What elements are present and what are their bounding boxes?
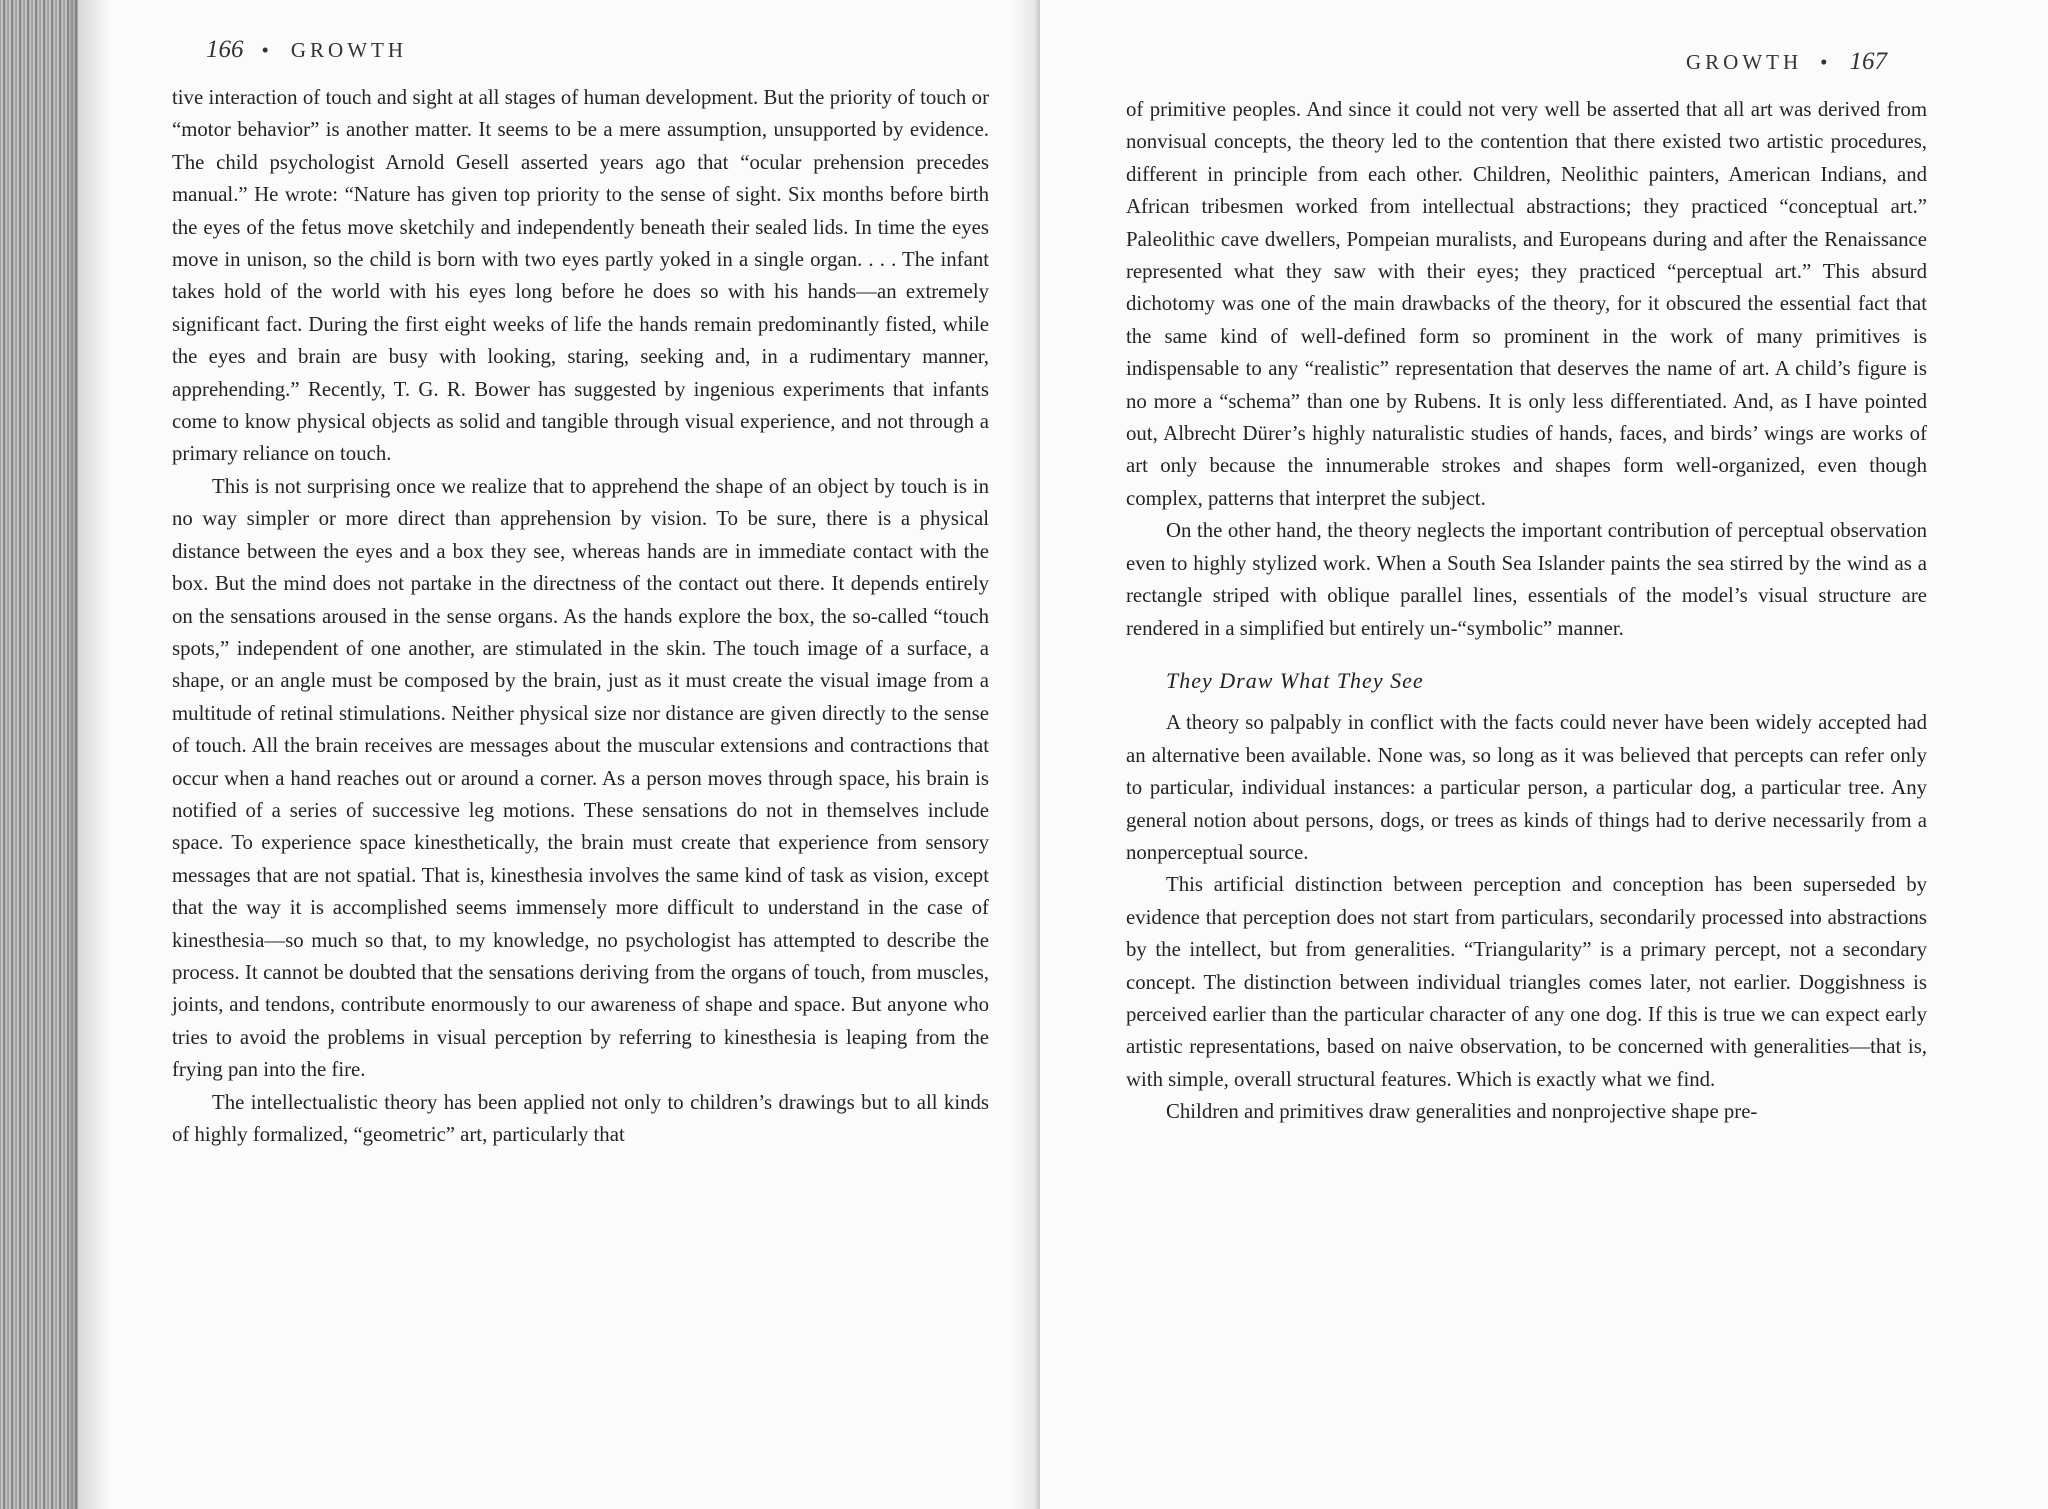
paragraph: On the other hand, the theory neglects the important contribution of perceptual observation even to highly stylized work. When a South Sea Islander paints the sea stirred by the wind as a rectangle striped with oblique parallel lines, essentials of the model’s visual structure are rendered in a simplified but entirely un-“symbolic” manner. bbox=[1126, 519, 1927, 640]
paragraph: The intellectualistic theory has been applied not only to children’s drawings but to all kinds of highly formalized, “geometric” art, particularly that bbox=[172, 1090, 989, 1146]
paragraph: This is not surprising once we realize that to apprehend the shape of an object by touch is in no way simpler or more direct than apprehension by vision. To be sure, there is a physical distance between the eyes and a box they see, whereas hands are in immediate contact with the box. But the mind does not partake in the directness of the contact out there. It depends entirely on the sensations aroused in the sense organs. As the hands explore the box, the so-called “touch spots,” independent of one another, are stimulated in the skin. The touch image of a surface, a shape, or an angle must be composed by the brain, just as it must create the visual image from a multitude of retinal stimulations. Neither physical size nor distance are given directly to the sense of touch. All the brain receives are messages about the muscular extensions and contractions that occur when a hand reaches out or around a corner. As a person moves through space, his brain is notified of a series of successive leg motions. These sensations do not in themselves include space. To experience space kinesthetically, the brain must create that experience from sensory messages that are not spatial. That is, kinesthesia involves the same kind of task as vision, except that the way it is accomplished seems immensely more difficult to understand in the case of kinesthesia—so much so that, to my knowledge, no psychologist has attempted to describe the process. It cannot be doubted that the sensations deriving from the organs of touch, from muscles, joints, and tendons, contribute enormously to our awareness of shape and space. But anyone who tries to avoid the problems in visual perception by referring to kinesthesia is leaping from the frying pan into the fire. bbox=[172, 474, 989, 1082]
section-heading: They Draw What They See bbox=[1166, 667, 1424, 693]
left-running-title: GROWTH bbox=[290, 38, 408, 62]
paragraph: of primitive peoples. And since it could not very well be asserted that all art was derived from nonvisual concepts, the theory led to the contention that there existed two artistic procedures, different in principle from each other. Children, Neolithic painters, American Indians, and African tribesmen worked from intellectual abstractions; they practiced “conceptual art.” Paleolithic cave dwellers, Pompeian muralists, and Europeans during and after the Renaissance represented what they saw with their eyes; they practiced “perceptual art.” This absurd dichotomy was one of the main drawbacks of the theory, for it obscured the essential fact that the same kind of well-defined form so prominent in the work of many primitives is indispensable to any “realistic” representation that deserves the name of art. A child’s figure is no more a “schema” than one by Rubens. It is only less differentiated. And, as I have pointed out, Albrecht Dürer’s highly naturalistic studies of hands, faces, and birds’ wings are works of art only because the innumerable strokes and shapes form well-organized, even though complex, patterns that interpret the subject. bbox=[1126, 98, 1927, 510]
bullet-separator: • bbox=[261, 38, 273, 62]
left-page-number: 166 bbox=[206, 36, 244, 63]
page-edge-stack bbox=[0, 0, 78, 1509]
bullet-separator: • bbox=[1820, 50, 1832, 74]
right-body-text bbox=[1126, 94, 1927, 1129]
right-page-number: 167 bbox=[1849, 48, 1888, 75]
left-body-text bbox=[172, 82, 989, 1151]
right-running-title: GROWTH bbox=[1686, 50, 1803, 74]
left-running-head bbox=[206, 36, 407, 64]
paragraph: A theory so palpably in conflict with the facts could never have been widely accepted had an alternative been available. None was, so long as it was believed that percepts can refer only to particular, individual instances: a particular person, a particular dog, a particular tree. Any general notion about persons, dogs, or trees as kinds of things had to derive necessarily from a nonperceptual source. bbox=[1126, 711, 1927, 864]
paragraph: Children and primitives draw generalities and nonprojective shape pre- bbox=[1166, 1100, 1758, 1124]
paragraph: This artificial distinction between perception and conception has been superseded by evidence that perception does not start from particulars, secondarily processed into abstractions by the intellect, but from generalities. “Triangularity” is a primary percept, not a secondary concept. The distinction between individual triangles comes later, not earlier. Doggishness is perceived earlier than the particular character of any one dog. If this is true we can expect early artistic representations, based on naive observation, to be concerned with generalities—that is, with simple, overall structural features. Which is exactly what we find. bbox=[1126, 873, 1927, 1091]
right-running-head bbox=[1686, 48, 1887, 76]
paragraph: tive interaction of touch and sight at all stages of human development. But the priority of touch or “motor behavior” is another matter. It seems to be a mere assumption, unsupported by evidence. The child psychologist Arnold Gesell asserted years ago that “ocular prehension precedes manual.” He wrote: “Nature has given top priority to the sense of sight. Six months before birth the eyes of the fetus move sketchily and independently beneath their sealed lids. In time the eyes move in unison, so the child is born with two eyes partly yoked in a single organ. . . . The infant takes hold of the world with his eyes long before he does so with his hands—an extremely significant fact. During the first eight weeks of life the hands remain predominantly fisted, while the eyes and brain are busy with looking, staring, seeking and, in a rudimentary manner, apprehending.” Recently, T. G. R. Bower has suggested by ingenious experiments that infants come to know physical objects as solid and tangible through visual experience, and not through a primary reliance on touch. bbox=[172, 86, 989, 466]
